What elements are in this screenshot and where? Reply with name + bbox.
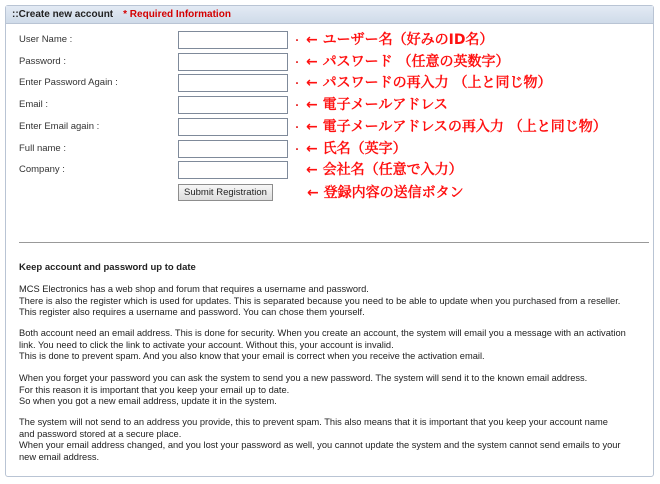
note-full-name: ← 氏名（英字） xyxy=(306,141,407,157)
label-company: Company : xyxy=(19,164,65,175)
info-line: Both account need an email address. This is done for security. When you create an account, the system will email you a message with an activation xyxy=(19,328,626,338)
panel-title: ::Create new account xyxy=(12,9,114,20)
company-input[interactable] xyxy=(178,161,288,179)
info-line: MCS Electronics has a web shop and forum that requires a username and password. xyxy=(19,284,369,294)
info-line: link. You need to click the link to activate your account. Without this, your account is invalid. xyxy=(19,339,394,350)
password-again-input[interactable] xyxy=(178,74,288,92)
note-email: ← 電子メールアドレス xyxy=(306,97,448,113)
label-full-name: Full name : xyxy=(19,143,66,154)
info-line: This is done to prevent spam. And you also know that your email is correct when you receive the activation email. xyxy=(19,351,485,361)
note-company: ← 会社名（任意で入力） xyxy=(306,162,463,178)
full-name-input[interactable] xyxy=(178,140,288,158)
info-line: new email address. xyxy=(19,451,100,462)
row-password xyxy=(19,53,649,71)
submit-registration-button[interactable]: Submit Registration xyxy=(178,184,273,201)
info-line: When you forget your password you can ask the system to send you a new password. The system will send it to the known email address. xyxy=(19,373,588,383)
info-line: So when you got a new email address, update it in the system. xyxy=(19,396,277,406)
info-line: The system will not send to an address you provide, this to prevent spam. This also means that it is important that you keep your account name xyxy=(19,417,608,427)
section-divider xyxy=(19,242,649,243)
note-password-again: ← パスワードの再入力 （上と同じ物） xyxy=(306,75,552,91)
email-again-input[interactable] xyxy=(178,118,288,136)
user-name-input[interactable] xyxy=(178,31,288,49)
row-full-name xyxy=(19,140,649,158)
required-marker: ・ xyxy=(292,79,302,90)
info-paragraph-4 xyxy=(19,417,651,463)
note-submit: ← 登録内容の送信ボタン xyxy=(307,185,464,201)
note-password: ← パスワード （任意の英数字） xyxy=(306,54,510,70)
info-line: and password stored at a secure place. xyxy=(19,428,182,439)
info-paragraph-1 xyxy=(19,284,651,319)
info-title: Keep account and password up to date xyxy=(19,262,196,273)
panel-header xyxy=(6,6,653,24)
note-email-again: ← 電子メールアドレスの再入力 （上と同じ物） xyxy=(306,119,607,135)
email-input[interactable] xyxy=(178,96,288,114)
password-input[interactable] xyxy=(178,53,288,71)
row-password-again xyxy=(19,74,649,92)
registration-panel xyxy=(5,5,654,477)
info-paragraph-3 xyxy=(19,373,651,408)
label-password: Password : xyxy=(19,56,66,67)
label-email: Email : xyxy=(19,99,49,110)
required-marker: ・ xyxy=(292,58,302,69)
info-line: There is also the register which is used for updates. This is separated because you need to be able to update when you purchased from a reseller. xyxy=(19,295,621,306)
row-email-again xyxy=(19,118,649,136)
row-email xyxy=(19,96,649,114)
note-user-name: ← ユーザー名（好みのID名） xyxy=(306,32,494,48)
label-user-name: User Name : xyxy=(19,34,73,45)
label-email-again: Enter Email again : xyxy=(19,121,100,132)
info-line: This register also requires a username and password. You can chose them yourself. xyxy=(19,307,365,317)
required-info-label: * Required Information xyxy=(123,9,231,20)
info-line: When your email address changed, and you lost your password as well, you cannot update the system and the system cannot send emails to your xyxy=(19,440,621,450)
label-password-again: Enter Password Again : xyxy=(19,77,118,88)
info-paragraph-2 xyxy=(19,328,651,363)
required-marker: ・ xyxy=(292,145,302,156)
required-marker: ・ xyxy=(292,123,302,134)
row-user-name xyxy=(19,31,649,49)
required-marker: ・ xyxy=(292,101,302,112)
row-company xyxy=(19,161,649,179)
required-marker: ・ xyxy=(292,36,302,47)
info-line: For this reason it is important that you keep your email up to date. xyxy=(19,384,290,395)
